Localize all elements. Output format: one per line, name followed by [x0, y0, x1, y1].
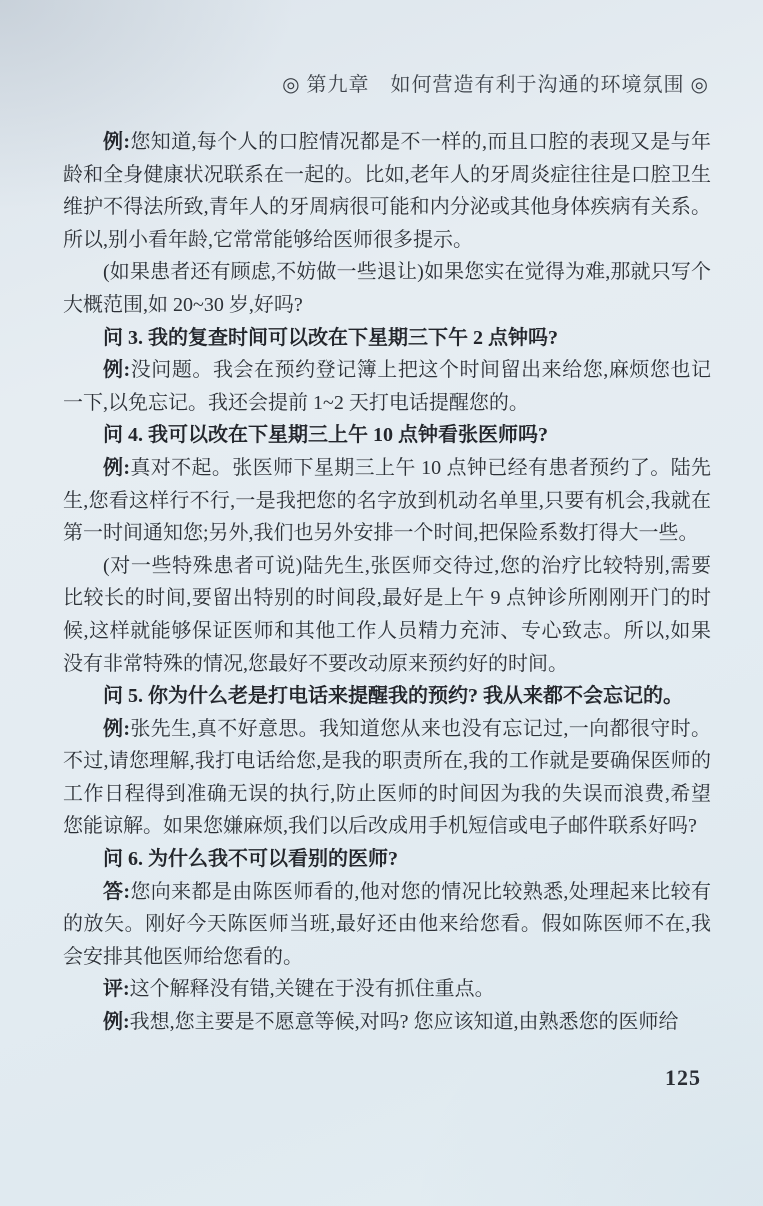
paragraph: [63, 322, 711, 355]
paragraph-text: (对一些特殊患者可说)陆先生,张医师交待过,您的治疗比较特别,需要比较长的时间,要留出特别的时间段,最好是上午 9 点钟诊所刚刚开门的时候,这样就能够保证医师和其他工作人员精力充沛、专心致志。所以,如果没有非常特殊的情况,您最好不要改动原来预约好的时间。: [63, 554, 711, 675]
paragraph: [63, 419, 711, 452]
paragraph: [63, 876, 711, 974]
paragraph-text: 问 3. 我的复查时间可以改在下星期三下午 2 点钟吗?: [103, 326, 558, 349]
paragraph-lead: 答:: [103, 880, 131, 903]
paragraph-text: 您知道,每个人的口腔情况都是不一样的,而且口腔的表现又是与年龄和全身健康状况联系在一起的。比如,老年人的牙周炎症往往是口腔卫生维护不得法所致,青年人的牙周病很可能和内分泌或其他身体疾病有关系。所以,别小看年龄,它常常能够给医师很多提示。: [63, 131, 711, 251]
paragraph-text: 我想,您主要是不愿意等候,对吗? 您应该知道,由熟悉您的医师给: [129, 1011, 679, 1034]
paragraph-lead: 例:: [103, 131, 131, 153]
paragraph-text: 问 5. 你为什么老是打电话来提醒我的预约? 我从来都不会忘记的。: [103, 685, 683, 708]
running-header: ◎ 第九章 如何营造有利于沟通的环境氛围 ◎: [282, 74, 709, 96]
paragraph-lead: 例:: [103, 456, 131, 479]
paragraph: [63, 550, 711, 680]
paragraph: [63, 973, 711, 1006]
paragraph-lead: 例:: [103, 1011, 130, 1034]
page-body-text: [63, 126, 711, 1039]
paragraph: [63, 1006, 711, 1039]
paragraph: [63, 452, 711, 550]
paragraph-lead: 例:: [103, 359, 131, 382]
paragraph-lead: 例:: [103, 717, 131, 740]
paragraph-text: 张先生,真不好意思。我知道您从来也没有忘记过,一向都很守时。不过,请您理解,我打电话给您,是我的职责所在,我的工作就是要确保医师的工作日程得到准确无误的执行,防止医师的时间因为我的失误而浪费,希望您能谅解。如果您嫌麻烦,我们以后改成用手机短信或电子邮件联系好吗?: [63, 717, 711, 838]
paragraph-text: 真对不起。张医师下星期三上午 10 点钟已经有患者预约了。陆先生,您看这样行不行,一是我把您的名字放到机动名单里,只要有机会,我就在第一时间通知您;另外,我们也另外安排一个时间,把保险系数打得大一些。: [63, 456, 711, 545]
paragraph: [63, 354, 711, 419]
paragraph: [63, 126, 711, 256]
paragraph: [63, 843, 711, 876]
paragraph-text: 这个解释没有错,关键在于没有抓住重点。: [129, 978, 495, 1001]
paragraph-text: 问 6. 为什么我不可以看别的医师?: [103, 848, 398, 871]
page-number: 125: [665, 1064, 701, 1090]
paragraph: [63, 713, 711, 843]
paragraph-text: 问 4. 我可以改在下星期三上午 10 点钟看张医师吗?: [103, 424, 548, 447]
paragraph-lead: 评:: [103, 978, 130, 1001]
paragraph-text: (如果患者还有顾虑,不妨做一些退让)如果您实在觉得为难,那就只写个大概范围,如 20~30 岁,好吗?: [63, 261, 711, 316]
paragraph: [63, 680, 711, 713]
paragraph-text: 您向来都是由陈医师看的,他对您的情况比较熟悉,处理起来比较有的放矢。刚好今天陈医师当班,最好还由他来给您看。假如陈医师不在,我会安排其他医师给您看的。: [63, 880, 711, 968]
paragraph: [63, 256, 711, 321]
paragraph-text: 没问题。我会在预约登记簿上把这个时间留出来给您,麻烦您也记一下,以免忘记。我还会提前 1~2 天打电话提醒您的。: [63, 359, 712, 414]
